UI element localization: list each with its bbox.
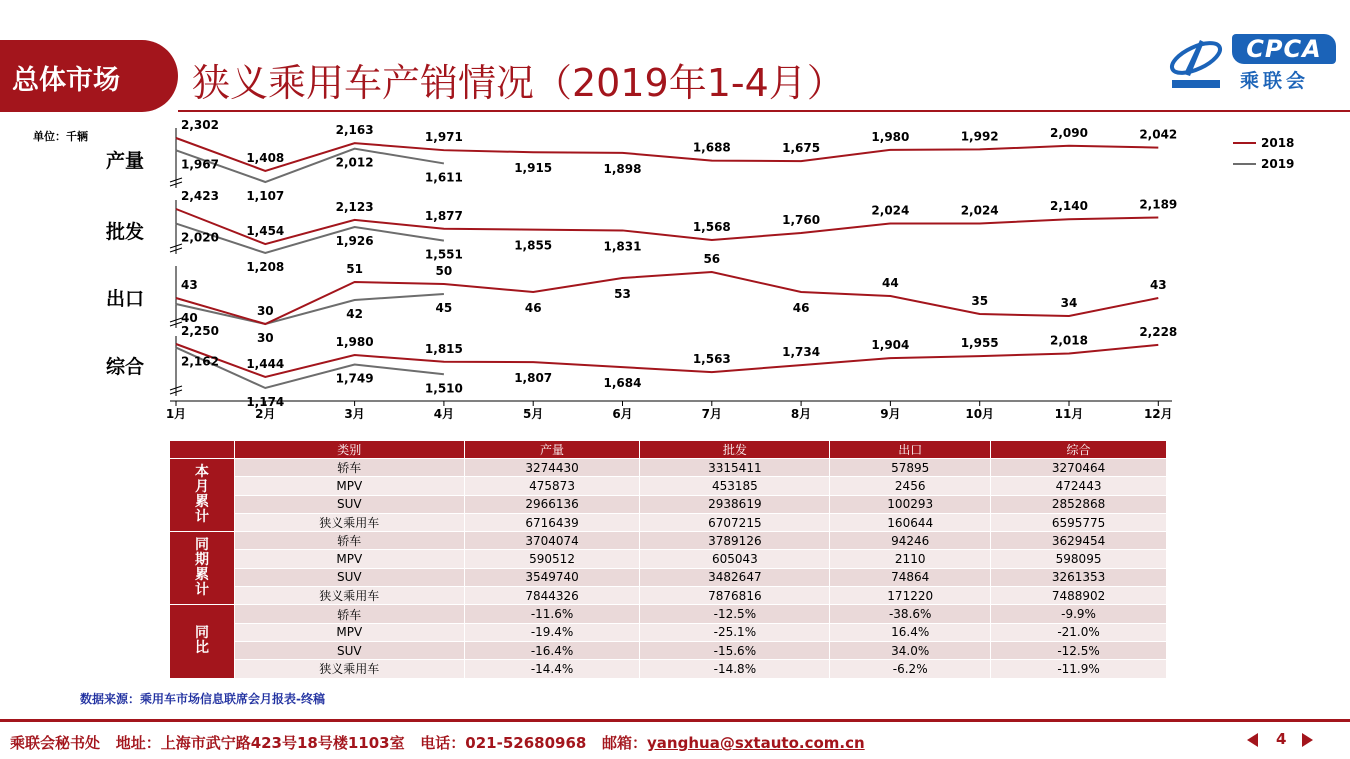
table-cell-value: 6595775	[991, 513, 1167, 531]
table-cell-value: 34.0%	[830, 641, 991, 659]
table-group-label: 同 比	[170, 605, 235, 678]
x-tick-label: 1月	[165, 407, 187, 421]
data-label-2018: 2,090	[1050, 125, 1088, 140]
x-tick-label: 8月	[790, 407, 812, 421]
table-cell-value: 3704074	[464, 532, 640, 550]
x-tick-label: 12月	[1143, 407, 1173, 421]
data-label-2018: 1,980	[335, 335, 374, 350]
footer-org: 乘联会秘书处	[10, 734, 101, 752]
table-cell-value: 3629454	[991, 532, 1167, 550]
data-label-2019: 1,551	[424, 247, 463, 262]
data-source-note: 数据来源：乘用车市场信息联席会月报表-终稿	[80, 692, 325, 706]
data-label-2018: 1,568	[692, 219, 731, 234]
logo-cpca-text: CPCA	[1232, 34, 1336, 64]
x-tick-label: 2月	[255, 407, 276, 421]
data-label-2018: 2,302	[181, 118, 219, 132]
table-cell-value: 453185	[640, 477, 830, 495]
table-cell-value: 171220	[830, 587, 991, 605]
data-label-2018: 43	[181, 278, 198, 292]
table-cell-value: 6707215	[640, 513, 830, 531]
footer-email-link[interactable]: yanghua@sxtauto.com.cn	[647, 734, 865, 752]
data-label-2019: 1,208	[246, 260, 285, 274]
data-label-2018: 1,688	[692, 140, 731, 155]
data-label-2018: 2,228	[1139, 324, 1178, 339]
table-cell-value: -11.9%	[991, 660, 1167, 678]
data-label-2018: 53	[614, 287, 631, 301]
data-label-2019: 42	[346, 307, 363, 321]
table-cell-value: 7844326	[464, 587, 640, 605]
x-tick-label: 4月	[433, 407, 455, 421]
data-label-2018: 56	[703, 252, 721, 266]
car-swoosh-icon	[1166, 34, 1228, 92]
table-cell-value: 16.4%	[830, 623, 991, 641]
data-label-2018: 1,807	[514, 371, 553, 386]
data-label-2018: 1,444	[246, 356, 285, 371]
table-cell-value: 7876816	[640, 587, 830, 605]
table-header-combined: 综合	[991, 441, 1167, 459]
data-label-2018: 1,855	[514, 238, 553, 253]
table-cell-value: -6.2%	[830, 660, 991, 678]
unit-label: 单位：千辆	[33, 130, 88, 143]
next-page-icon[interactable]	[1302, 733, 1313, 747]
data-label-2018: 1,831	[603, 239, 642, 254]
table-cell-value: -14.8%	[640, 660, 830, 678]
x-tick-label: 6月	[612, 407, 633, 421]
table-row	[170, 587, 1167, 605]
table-row	[170, 568, 1167, 586]
data-label-2019: 45	[435, 301, 453, 315]
data-label-2018: 2,250	[181, 324, 219, 338]
panel-label: 产量	[106, 150, 145, 172]
footer-address: 地址：上海市武宁路423号18号楼1103室	[115, 734, 405, 752]
table-row	[170, 550, 1167, 568]
data-label-2019: 1,174	[246, 395, 285, 409]
table-cell-value: 3549740	[464, 568, 640, 586]
data-label-2018: 2,042	[1139, 127, 1178, 142]
table-header-wholesale: 批发	[640, 441, 830, 459]
data-label-2018: 46	[524, 301, 542, 315]
data-label-2018: 1,992	[960, 129, 999, 144]
data-label-2018: 1,955	[960, 336, 999, 351]
table-header-export: 出口	[830, 441, 991, 459]
table-cell-value: 160644	[830, 513, 991, 531]
page-number: 4	[1276, 730, 1287, 748]
table-cell-value: 3482647	[640, 568, 830, 586]
table-cell-value: 475873	[464, 477, 640, 495]
data-label-2018: 1,971	[424, 130, 463, 145]
table-cell-value: 2456	[830, 477, 991, 495]
table-row	[170, 513, 1167, 531]
data-label-2018: 34	[1060, 296, 1078, 310]
table-row	[170, 459, 1167, 477]
table-row	[170, 477, 1167, 495]
x-tick-label: 11月	[1054, 407, 1084, 421]
table-row	[170, 605, 1167, 623]
panel-label: 批发	[106, 221, 145, 243]
table-row	[170, 641, 1167, 659]
data-label-2018: 1,904	[871, 338, 910, 353]
table-cell-value: 2966136	[464, 495, 640, 513]
x-tick-label: 5月	[523, 407, 544, 421]
data-label-2018: 2,024	[871, 203, 910, 218]
table-cell-value: 3315411	[640, 459, 830, 477]
table-group-label: 本 月 累 计	[170, 459, 235, 532]
data-label-2018: 30	[256, 304, 274, 318]
table-cell-value: 2110	[830, 550, 991, 568]
data-label-2018: 51	[346, 262, 363, 276]
table-cell-value: -12.5%	[991, 641, 1167, 659]
table-cell-category: 轿车	[234, 605, 464, 623]
data-label-2019: 1,510	[424, 381, 463, 396]
data-label-2018: 2,024	[960, 203, 999, 218]
table-row	[170, 660, 1167, 678]
table-cell-category: 轿车	[234, 459, 464, 477]
panel-label: 出口	[106, 288, 145, 310]
table-cell-value: 3270464	[991, 459, 1167, 477]
section-tag-label: 总体市场	[12, 65, 120, 96]
data-label-2018: 1,898	[603, 161, 642, 176]
table-cell-value: -38.6%	[830, 605, 991, 623]
page-title: 狭义乘用车产销情况（2019年1-4月）	[192, 61, 845, 105]
table-cell-value: 3789126	[640, 532, 830, 550]
table-row	[170, 532, 1167, 550]
table-cell-value: -12.5%	[640, 605, 830, 623]
data-label-2018: 2,140	[1050, 199, 1088, 214]
table-cell-value: 590512	[464, 550, 640, 568]
table-cell-value: 2852868	[991, 495, 1167, 513]
data-label-2018: 2,123	[335, 199, 374, 214]
table-cell-value: -15.6%	[640, 641, 830, 659]
table-cell-value: -9.9%	[991, 605, 1167, 623]
title-divider	[178, 110, 1350, 112]
table-cell-value: -11.6%	[464, 605, 640, 623]
table-cell-value: 3274430	[464, 459, 640, 477]
data-label-2018: 1,877	[424, 208, 463, 223]
data-table	[169, 440, 1167, 679]
legend-label-2019: 2019	[1261, 157, 1295, 171]
data-label-2019: 1,749	[335, 371, 374, 386]
table-cell-value: 57895	[830, 459, 991, 477]
data-label-2018: 1,915	[514, 161, 553, 176]
data-label-2019: 1,611	[424, 170, 463, 185]
table-cell-value: 3261353	[991, 568, 1167, 586]
table-cell-value: -14.4%	[464, 660, 640, 678]
x-tick-label: 7月	[701, 407, 722, 421]
legend-label-2018: 2018	[1261, 136, 1295, 150]
footer-divider	[0, 719, 1350, 722]
data-label-2018: 43	[1149, 278, 1167, 292]
table-cell-value: 605043	[640, 550, 830, 568]
prev-page-icon[interactable]	[1247, 733, 1258, 747]
table-header-production: 产量	[464, 441, 640, 459]
data-label-2018: 1,815	[424, 341, 463, 356]
table-cell-value: 74864	[830, 568, 991, 586]
x-tick-label: 3月	[344, 407, 365, 421]
table-cell-value: 94246	[830, 532, 991, 550]
series-line-2018	[176, 138, 1158, 171]
series-line-2018	[176, 209, 1158, 244]
table-cell-category: 狭义乘用车	[234, 513, 464, 531]
data-label-2018: 2,163	[335, 123, 374, 138]
table-cell-category: SUV	[234, 568, 464, 586]
data-label-2019: 2,012	[335, 155, 374, 170]
data-label-2019: 1,967	[181, 157, 219, 172]
table-header-row	[170, 441, 1167, 459]
x-tick-label: 9月	[880, 407, 901, 421]
table-cell-value: 472443	[991, 477, 1167, 495]
data-label-2019: 1,107	[246, 189, 285, 203]
footer-contact	[10, 732, 865, 753]
table-group-label: 同 期 累 计	[170, 532, 235, 605]
data-label-2018: 1,760	[782, 213, 821, 228]
data-label-2018: 50	[435, 264, 453, 278]
table-cell-value: 7488902	[991, 587, 1167, 605]
data-label-2018: 1,684	[603, 376, 642, 391]
table-cell-value: -16.4%	[464, 641, 640, 659]
table-cell-value: 6716439	[464, 513, 640, 531]
table-cell-category: MPV	[234, 550, 464, 568]
table-header-corner	[170, 441, 235, 459]
table-cell-value: -25.1%	[640, 623, 830, 641]
footer-email-label: 邮箱：	[602, 734, 648, 752]
table-header-category: 类别	[234, 441, 464, 459]
table-row	[170, 495, 1167, 513]
table-cell-value: 598095	[991, 550, 1167, 568]
data-label-2019: 1,926	[335, 233, 374, 248]
data-label-2018: 2,189	[1139, 197, 1178, 212]
data-label-2019: 40	[181, 311, 198, 325]
series-line-2018	[176, 272, 1158, 324]
data-label-2019: 30	[256, 331, 274, 345]
line-chart	[0, 118, 1350, 423]
table-cell-category: 轿车	[234, 532, 464, 550]
data-label-2018: 46	[792, 301, 810, 315]
table-cell-category: 狭义乘用车	[234, 587, 464, 605]
data-label-2019: 2,162	[181, 354, 219, 369]
data-label-2019: 2,020	[181, 230, 219, 245]
data-label-2018: 1,408	[246, 150, 285, 165]
logo-cn-text: 乘联会	[1240, 70, 1310, 92]
table-row	[170, 623, 1167, 641]
table-cell-category: SUV	[234, 641, 464, 659]
table-cell-value: 100293	[830, 495, 991, 513]
x-tick-label: 10月	[965, 407, 995, 421]
table-cell-category: MPV	[234, 623, 464, 641]
data-label-2018: 1,675	[782, 141, 821, 156]
table-cell-value: -19.4%	[464, 623, 640, 641]
data-label-2018: 2,423	[181, 189, 219, 203]
data-label-2018: 1,563	[692, 352, 731, 367]
table-cell-category: 狭义乘用车	[234, 660, 464, 678]
table-cell-value: 2938619	[640, 495, 830, 513]
data-label-2018: 1,454	[246, 224, 285, 239]
data-label-2018: 1,980	[871, 129, 910, 144]
data-label-2018: 2,018	[1050, 333, 1088, 348]
table-cell-category: MPV	[234, 477, 464, 495]
panel-label: 综合	[106, 356, 145, 378]
data-label-2018: 44	[882, 276, 899, 290]
data-label-2018: 1,734	[782, 345, 821, 360]
data-label-2018: 35	[971, 294, 989, 308]
table-cell-value: -21.0%	[991, 623, 1167, 641]
table-cell-category: SUV	[234, 495, 464, 513]
footer-phone: 电话：021-52680968	[420, 734, 587, 752]
